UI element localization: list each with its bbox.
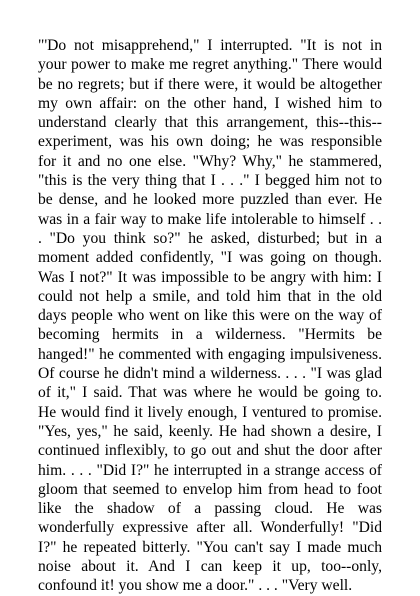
text-line: hanged!" he commented with engaging impulsiveness. [38, 345, 382, 363]
text-line: "'Do not misapprehend," I interrupted. "It is not in [38, 37, 382, 54]
text-line: understand clearly that this arrangement, this--this-- [38, 114, 382, 132]
text-line: Was I not?" It was impossible to be angry with him: I [38, 268, 382, 286]
text-line: of it," I said. That was where he would be going to. [38, 384, 382, 402]
text-line: your power to make me regret anything." There would [38, 56, 382, 74]
text-line: . "Do you think so?" he asked, disturbed; but in a [38, 229, 382, 247]
text-line: like the shadow of a passing cloud. He was [38, 500, 382, 518]
text-line: "this is the very thing that I . . ." I begged him not to [38, 172, 382, 190]
document-page [38, 36, 382, 596]
text-line: I?" he repeated bitterly. "You can't say I made much [38, 538, 382, 556]
text-line: be no regrets; but if there were, it would be altogether [38, 75, 382, 93]
text-line: him. . . . "Did I?" he interrupted in a strange access of [38, 461, 382, 479]
text-line: was in a fair way to make life intolerable to himself . . [38, 210, 382, 228]
text-line: my own affair: on the other hand, I wished him to [38, 94, 382, 112]
text-line: continued inflexibly, to go out and shut the door after [38, 442, 382, 460]
text-line: for it and no one else. "Why? Why," he stammered, [38, 152, 382, 170]
text-line: experiment, was his own doing; he was responsible [38, 133, 382, 151]
text-line: wonderfully expressive after all. Wonderfully! "Did [38, 519, 382, 537]
text-line: confound it! you show me a door." . . . "Very well. [38, 577, 353, 595]
text-line: He would find it lively enough, I ventured to promise. [38, 403, 382, 421]
text-line: could not help a smile, and told him that in the old [38, 287, 382, 305]
text-line: Of course he didn't mind a wilderness. . . . "I was glad [38, 365, 382, 383]
text-line: moment added confidently, "I was going on though. [38, 249, 382, 267]
text-line: becoming hermits in a wilderness. "Hermits be [38, 326, 382, 344]
text-line: days people who went on like this were on the way of [38, 307, 382, 325]
text-line: noise about it. And I can keep it up, too--only, [38, 558, 382, 576]
text-line: "Yes, yes," he said, keenly. He had shown a desire, I [38, 422, 382, 440]
text-line: be dense, and he looked more puzzled than ever. He [38, 191, 382, 209]
text-line: gloom that seemed to envelop him from head to foot [38, 480, 382, 498]
